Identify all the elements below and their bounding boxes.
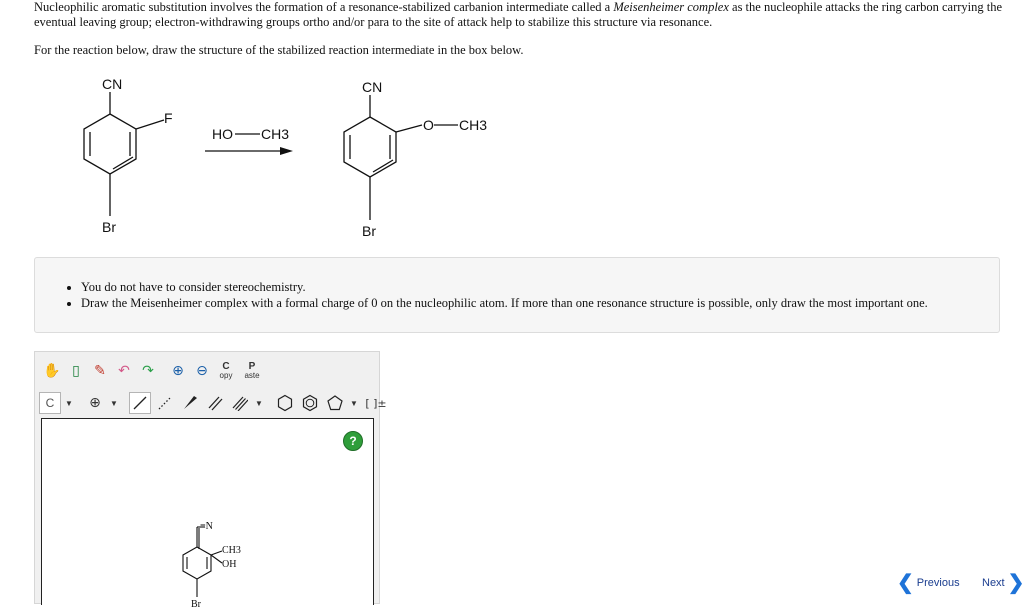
reagent-ch3-label: CH3 [261,126,290,142]
zoom-out-icon[interactable]: ⊖ [196,363,208,379]
undo-icon[interactable]: ↶ [118,363,130,379]
hand-icon[interactable]: ✋ [43,363,61,379]
arrow-head-icon [280,147,293,155]
chevron-right-icon: ❯ [1007,572,1024,594]
chevron-down-icon[interactable]: ▼ [350,398,358,408]
eraser-icon[interactable]: ▯ [72,363,80,379]
product-o-label: O [423,117,434,133]
next-button[interactable] [982,574,1024,592]
reagent-ho-label: HO [212,126,233,142]
product-br-label: Br [362,223,376,239]
charge-plus-icon[interactable]: ⊕ [89,395,101,411]
instructions-list [35,280,999,311]
zoom-in-icon[interactable]: ⊕ [172,363,184,379]
editor-toolbar-top [41,358,265,384]
wedge-bond-icon[interactable] [179,392,201,414]
triple-bond-icon[interactable] [229,392,251,414]
instruction-item: • Draw the Meisenheimer complex with a formal charge of 0 on the nucleophilic atom. If more than one resonance structure is possible, only draw the most important one. [81,296,999,311]
reactant-structure [84,92,164,216]
hashed-bond-icon[interactable] [154,392,176,414]
product-ch3-label: CH3 [459,117,488,133]
product-cn-label: CN [362,79,383,95]
single-bond-icon[interactable] [129,392,151,414]
pencil-icon[interactable]: ✎ [94,363,106,379]
drawn-nitrile-label: ≡N [200,521,213,532]
editor-toolbar-bottom [39,390,390,416]
drawing-canvas[interactable] [41,418,374,610]
element-selector[interactable]: C [39,392,61,414]
instructions-box [34,257,1000,333]
previous-label: Previous [916,577,960,589]
drawn-hydroxyl-label: OH [222,559,237,570]
previous-button[interactable] [897,574,960,592]
reactant-br-label: Br [102,219,116,235]
double-bond-icon[interactable] [204,392,226,414]
cyclopentane-ring-icon[interactable] [324,392,346,414]
chevron-left-icon: ❮ [897,572,914,594]
instruction-item: • You do not have to consider stereochemistry. [81,280,999,295]
redo-icon[interactable]: ↷ [142,363,154,379]
paste-button[interactable]: P aste [244,361,260,380]
reactant-f-label: F [164,110,173,126]
drawn-bromine-label: Br [191,599,201,610]
chevron-down-icon[interactable]: ▼ [110,398,118,408]
chevron-down-icon[interactable]: ▼ [255,398,263,408]
drawn-structure[interactable] [170,513,250,611]
chevron-down-icon[interactable]: ▼ [65,398,73,408]
intro-paragraph: Nucleophilic aromatic substitution involves the formation of a resonance-stabilized carbanion intermediate called a Meisenheimer complex as the nucleophile attacks the ring carbon carrying the eventual leaving group; electron-withdrawing groups ortho and/or para to the site of attack help to stabilize this structure via resonance. [34,0,1003,29]
next-label: Next [982,577,1005,589]
help-icon[interactable]: ? [343,431,363,451]
cyclohexane-ring-icon[interactable] [299,392,321,414]
benzene-ring-icon[interactable] [274,392,296,414]
copy-button[interactable]: C opy [219,361,233,380]
drawn-methyl-label: CH3 [222,545,241,556]
bracket-charge-button[interactable]: [ ]± [365,396,387,410]
product-structure [344,95,458,220]
reaction-scheme [60,70,520,240]
reactant-cn-label: CN [102,76,123,92]
structure-editor [34,351,387,610]
meisenheimer-term: Meisenheimer complex [613,0,729,14]
question-prompt: For the reaction below, draw the structure of the stabilized reaction intermediate in the box below. [34,43,524,57]
